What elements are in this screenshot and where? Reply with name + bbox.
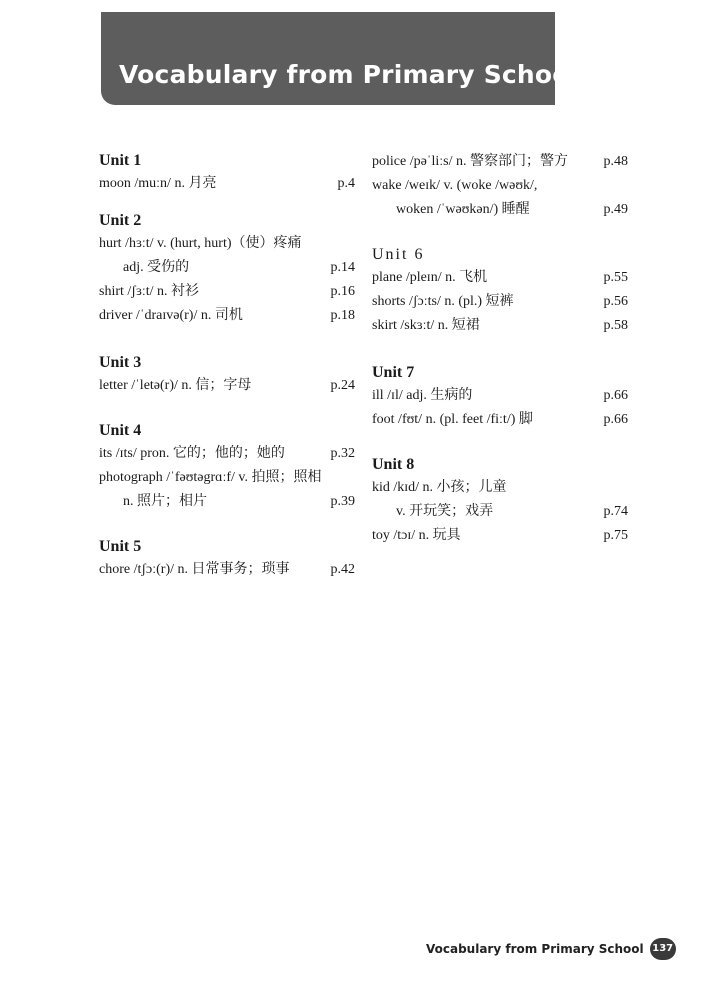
entry-text: kid /kɪd/ n. 小孩；儿童 bbox=[372, 480, 507, 495]
entry-text: plane /pleɪn/ n. 飞机 bbox=[372, 270, 488, 285]
page-ref: p.56 bbox=[603, 294, 628, 309]
vocab-entry bbox=[99, 256, 355, 280]
vocab-entry bbox=[372, 174, 628, 198]
page-ref: p.75 bbox=[603, 528, 628, 543]
unit-heading: Unit 3 bbox=[99, 354, 142, 371]
entry-text: hurt /hɜːt/ v. (hurt, hurt)（使）疼痛 bbox=[99, 236, 302, 251]
page-ref: p.55 bbox=[603, 270, 628, 285]
right-column bbox=[372, 150, 628, 548]
vocab-entry bbox=[372, 408, 628, 432]
page-ref: p.74 bbox=[603, 504, 628, 519]
page-ref: p.66 bbox=[603, 388, 628, 403]
entry-text: wake /weɪk/ v. (woke /wəʊk/, bbox=[372, 178, 538, 193]
entry-text: photograph /ˈfəʊtəgrɑːf/ v. 拍照；照相 bbox=[99, 470, 322, 485]
unit-heading: Unit 5 bbox=[99, 538, 142, 555]
page-ref: p.16 bbox=[330, 284, 355, 299]
unit-heading: Unit 4 bbox=[99, 422, 142, 439]
entry-text: v. 开玩笑；戏弄 bbox=[396, 504, 494, 519]
vocab-entry bbox=[99, 232, 355, 256]
footer-label: Vocabulary from Primary School bbox=[426, 942, 644, 956]
entry-text: woken /ˈwəʊkən/) 睡醒 bbox=[396, 202, 530, 217]
unit-heading: Unit 1 bbox=[99, 152, 142, 169]
unit-heading: Unit 8 bbox=[372, 456, 415, 473]
vocab-entry bbox=[372, 198, 628, 222]
entry-text: shorts /ʃɔːts/ n. (pl.) 短裤 bbox=[372, 294, 514, 309]
vocab-entry bbox=[99, 172, 355, 196]
vocab-entry bbox=[99, 442, 355, 466]
entry-text: toy /tɔɪ/ n. 玩具 bbox=[372, 528, 461, 543]
page-ref: p.24 bbox=[330, 378, 355, 393]
entry-text: ill /ɪl/ adj. 生病的 bbox=[372, 388, 473, 403]
entry-text: chore /tʃɔː(r)/ n. 日常事务；琐事 bbox=[99, 562, 290, 577]
page-number-badge: 137 bbox=[650, 938, 676, 960]
vocab-entry bbox=[99, 374, 355, 398]
page-ref: p.66 bbox=[603, 412, 628, 427]
entry-text: skirt /skɜːt/ n. 短裙 bbox=[372, 318, 480, 333]
vocab-entry bbox=[99, 280, 355, 304]
entry-text: adj. 受伤的 bbox=[123, 260, 190, 275]
unit-heading: Unit 7 bbox=[372, 364, 415, 381]
page-ref: p.4 bbox=[337, 176, 355, 191]
vocab-entry bbox=[99, 490, 355, 514]
entry-text: foot /fʊt/ n. (pl. feet /fiːt/) 脚 bbox=[372, 412, 533, 427]
page-ref: p.32 bbox=[330, 446, 355, 461]
entry-text: shirt /ʃɜːt/ n. 衬衫 bbox=[99, 284, 199, 299]
page-ref: p.39 bbox=[330, 494, 355, 509]
unit-heading: Unit 2 bbox=[99, 212, 142, 229]
page-ref: p.14 bbox=[330, 260, 355, 275]
vocab-entry bbox=[99, 558, 355, 582]
vocab-entry bbox=[99, 304, 355, 328]
entry-text: moon /muːn/ n. 月亮 bbox=[99, 176, 217, 191]
entry-text: letter /ˈletə(r)/ n. 信；字母 bbox=[99, 378, 252, 393]
page-footer bbox=[426, 938, 676, 960]
vocab-entry bbox=[372, 524, 628, 548]
page-ref: p.58 bbox=[603, 318, 628, 333]
entry-text: police /pəˈliːs/ n. 警察部门；警方 bbox=[372, 154, 568, 169]
entry-text: n. 照片；相片 bbox=[123, 494, 207, 509]
vocab-entry bbox=[372, 290, 628, 314]
vocab-entry bbox=[372, 266, 628, 290]
title-banner bbox=[101, 12, 579, 105]
entry-text: its /ɪts/ pron. 它的；他的；她的 bbox=[99, 446, 285, 461]
vocab-entry bbox=[372, 150, 628, 174]
vocab-entry bbox=[372, 476, 628, 500]
page-title: Vocabulary from Primary School bbox=[119, 60, 579, 89]
page-ref: p.18 bbox=[330, 308, 355, 323]
page-ref: p.42 bbox=[330, 562, 355, 577]
vocab-entry bbox=[99, 466, 355, 490]
page-ref: p.48 bbox=[603, 154, 628, 169]
vocab-entry bbox=[372, 384, 628, 408]
entry-text: driver /ˈdraɪvə(r)/ n. 司机 bbox=[99, 308, 243, 323]
vocab-entry bbox=[372, 500, 628, 524]
vocab-entry bbox=[372, 314, 628, 338]
page-ref: p.49 bbox=[603, 202, 628, 217]
left-column bbox=[99, 150, 355, 582]
unit-heading: Unit 6 bbox=[372, 246, 425, 263]
